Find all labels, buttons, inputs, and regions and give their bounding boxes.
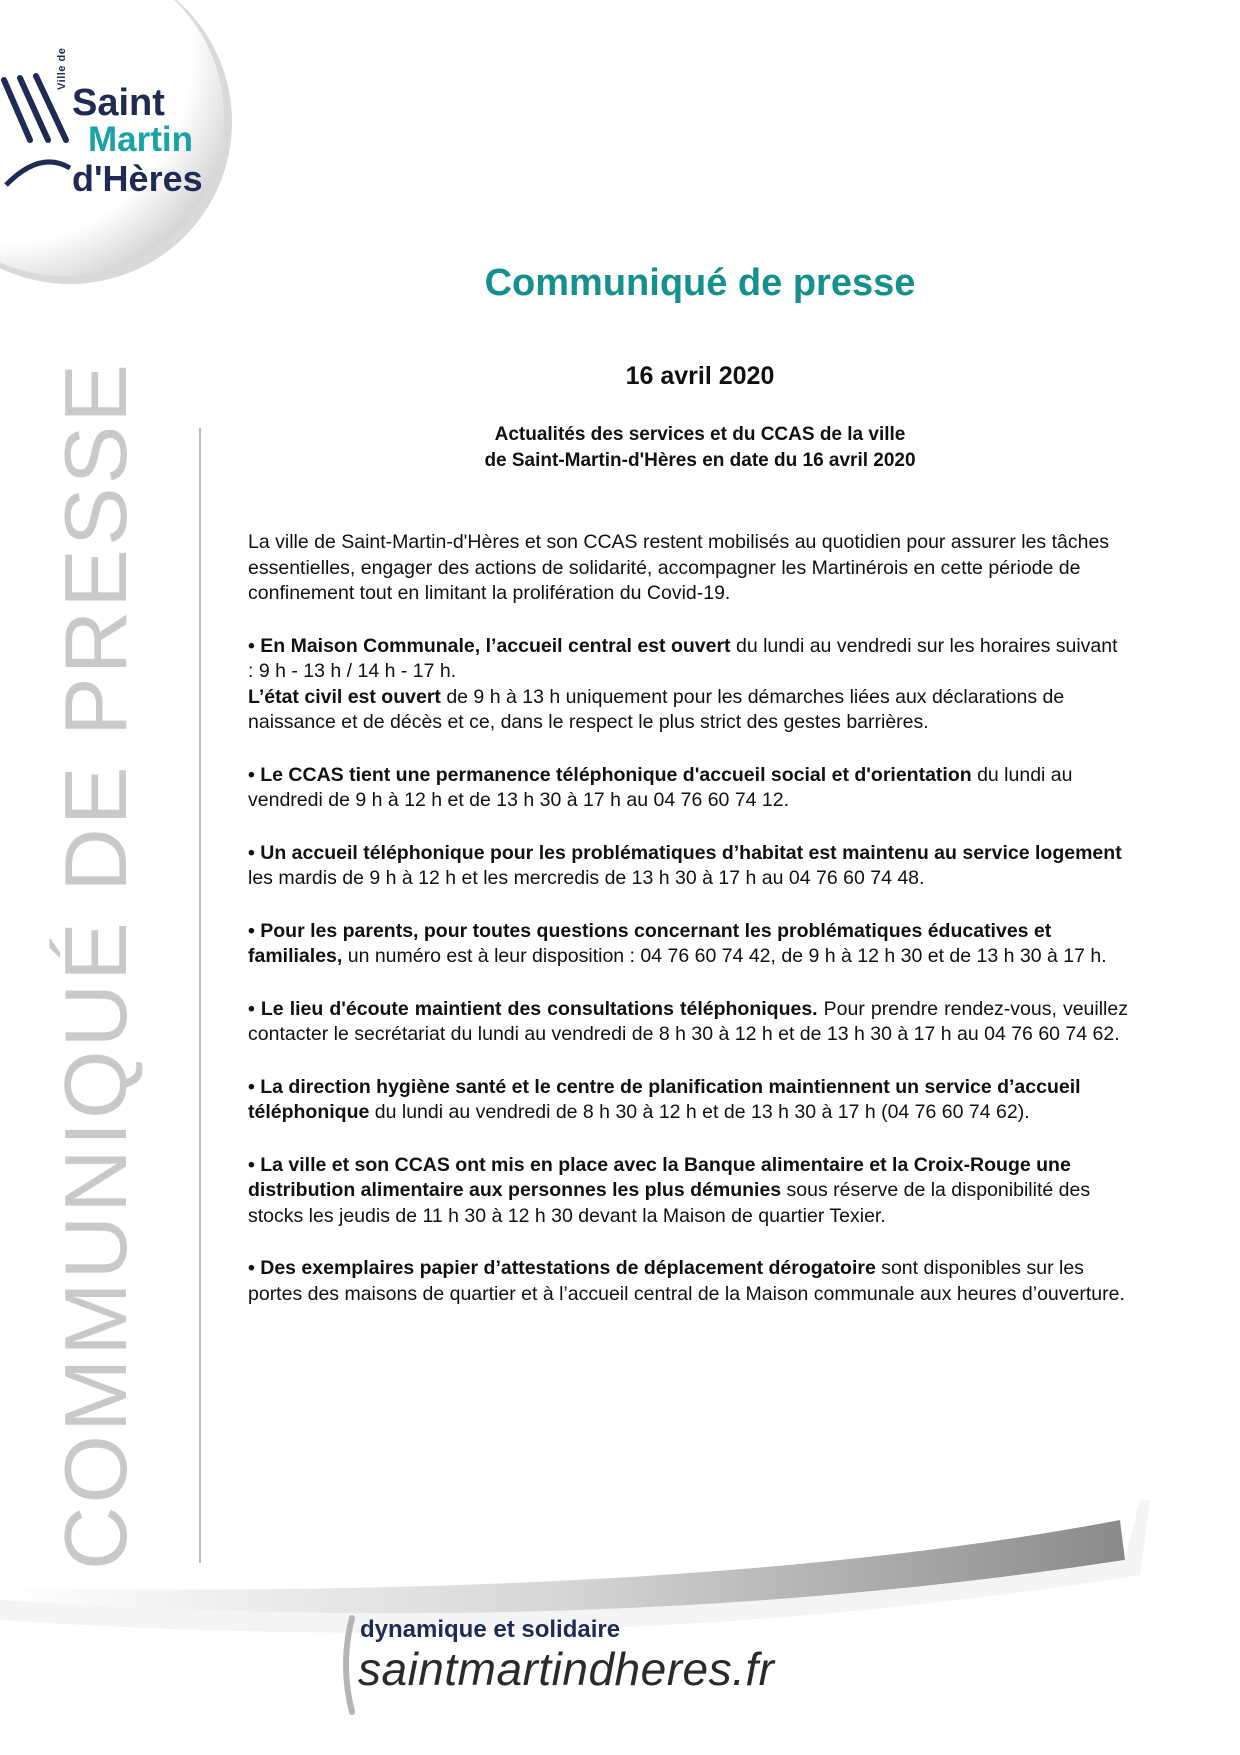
subtitle-line-2: de Saint-Martin-d'Hères en date du 16 avril 2020 — [484, 450, 916, 471]
item-text: du lundi au vendredi sur les horaires suivant : 9 h - 13 h / 14 h - 17 h. — [248, 634, 1118, 682]
item-bold: • La direction hygiène santé et le centre de planification maintiennent un service d’accueil téléphonique — [248, 1075, 1081, 1123]
item-bold: • Le CCAS tient une permanence téléphonique d'accueil social et d'orientation — [248, 763, 972, 786]
item-text: les mardis de 9 h à 12 h et les mercredis de 13 h 30 à 17 h au 04 76 60 74 48. — [248, 867, 925, 889]
footer-tagline: dynamique et solidaire — [360, 1616, 621, 1643]
logo-line-1: Saint — [72, 82, 165, 124]
item-bold: L’état civil est ouvert — [248, 685, 441, 708]
item-bold: • Un accueil téléphonique pour les problématiques d’habitat est maintenu au service logement — [248, 841, 1122, 864]
logo-line-2: Martin — [88, 120, 193, 159]
footer-bracket-icon — [346, 1618, 352, 1712]
item-bold: • Pour les parents, pour toutes questions concernant les problématiques éducatives et familiales, — [248, 919, 1052, 967]
item-text: sous réserve de la disponibilité des stocks les jeudis de 11 h 30 à 12 h 30 devant la Maison de quartier Texier. — [248, 1179, 1091, 1227]
item-lieu-ecoute — [248, 997, 1128, 1048]
logo-ville-de: Ville de — [56, 47, 68, 90]
item-maison-communale — [248, 634, 1128, 736]
logo-line-3: d'Hères — [72, 158, 203, 199]
item-bold: • La ville et son CCAS ont mis en place avec la Banque alimentaire et la Croix-Rouge une distribution alimentaire aux personnes les plus démunies — [248, 1153, 1071, 1201]
item-bold: • En Maison Communale, l’accueil central est ouvert — [248, 634, 731, 657]
item-attestations — [248, 1256, 1128, 1307]
subtitle — [250, 422, 1150, 474]
intro-paragraph: La ville de Saint-Martin-d'Hères et son CCAS restent mobilisés au quotidien pour assurer les tâches essentielles, engager des actions de solidarité, accompagner les Martinérois en cette période de confinement tout en limitant la prolifération du Covid-19. — [248, 531, 1110, 604]
item-bold: • Le lieu d'écoute maintient des consultations téléphoniques. — [248, 997, 818, 1020]
item-text: du lundi au vendredi de 8 h 30 à 12 h et de 13 h 30 à 17 h (04 76 60 74 62). — [369, 1101, 1030, 1123]
vertical-divider — [199, 428, 201, 1563]
item-text: du lundi au vendredi de 9 h à 12 h et de 13 h 30 à 17 h au 04 76 60 74 12. — [248, 763, 1073, 811]
item-text: un numéro est à leur disposition : 04 76 60 74 42, de 9 h à 12 h 30 et de 13 h 30 à 17 h. — [342, 945, 1107, 967]
item-parents — [248, 919, 1128, 970]
item-text: sont disponibles sur les portes des maisons de quartier et à l’accueil central de la Maison communale aux heures d’ouverture. — [248, 1257, 1125, 1305]
item-bold: • Des exemplaires papier d’attestations de déplacement dérogatoire — [248, 1257, 876, 1279]
item-habitat — [248, 841, 1128, 892]
page-title: Communiqué de presse — [484, 262, 916, 304]
item-ccas-permanence — [248, 763, 1128, 814]
vertical-label: COMMUNIQUÉ DE PRESSE — [46, 360, 145, 1570]
press-release-body — [248, 530, 1128, 1334]
item-text: de 9 h à 13 h uniquement pour les démarches liées aux déclarations de naissance et de décès et ce, dans le respect le plus strict des gestes barrières. — [248, 685, 1065, 733]
footer-website: saintmartindheres.fr — [358, 1643, 775, 1695]
item-hygiene-sante — [248, 1075, 1128, 1126]
subtitle-line-1: Actualités des services et du CCAS de la ville — [494, 424, 906, 445]
item-distribution — [248, 1153, 1128, 1230]
item-text: Pour prendre rendez-vous, veuillez contacter le secrétariat du lundi au vendredi de 8 h 30 à 12 h et de 13 h 30 à 17 h au 04 76 60 74 62. — [248, 997, 1128, 1045]
release-date: 16 avril 2020 — [625, 362, 775, 390]
